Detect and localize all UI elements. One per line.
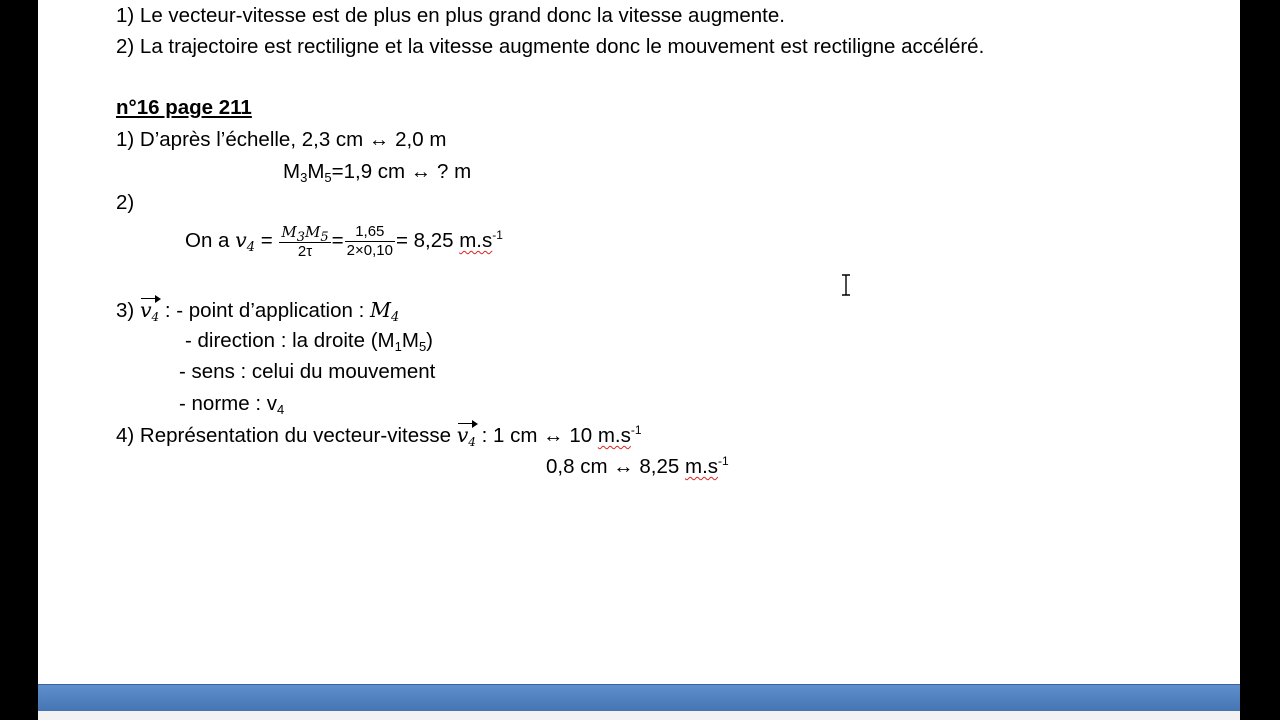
question-4-line-b: 0,8 cm ↔ 8,25 $m.s^{-1}$ bbox=[546, 454, 729, 478]
question-2-formula: On a $v_4$ = $\frac{M_3M_5}{2\tau}$ = $\frac{1,65}{2\times 0,10}$ = 8,25 $m.s^{-1}$ bbox=[185, 222, 503, 260]
question-4-line-a: 4) Représentation du vecteur-vitesse $v_4$ : 1 cm ↔ 10 $m.s^{-1}$ bbox=[116, 423, 642, 449]
answer-line-2: 2) La trajectoire est rectiligne et la vitesse augmente donc le mouvement est rectiligne accéléré. bbox=[116, 35, 985, 58]
fraction-numeric: $\frac{1,65}{2\times 0,10}$ bbox=[346, 223, 393, 260]
question-3-line-a: 3) $v_4$ : - point d’application : $M_4$ bbox=[116, 298, 400, 325]
question-3-line-c: - sens : celui du mouvement bbox=[179, 360, 436, 383]
answer-line-1: 1) Le vecteur-vitesse est de plus en plus grand donc la vitesse augmente. bbox=[116, 4, 785, 27]
taskbar bbox=[38, 684, 1240, 712]
text-cursor-icon bbox=[841, 274, 851, 296]
vector-v4: $v_4$ bbox=[456, 423, 476, 449]
fraction-distance-over-time: $\frac{M_3M_5}{2\tau}$ bbox=[281, 222, 329, 260]
question-3-line-b: - direction : la droite $(M_1M_5)$ bbox=[185, 329, 433, 354]
vector-v4: $v_4$ bbox=[139, 298, 160, 324]
question-1-line-b: $M_3M_5=1,9$ cm ↔ ? m bbox=[283, 160, 472, 185]
question-2-label: 2) bbox=[116, 191, 135, 214]
question-3-line-d: - norme : $v_4$ bbox=[179, 392, 285, 417]
question-1-line-a: 1) D’après l’échelle, 2,3 cm ↔ 2,0 m bbox=[116, 128, 447, 151]
taskbar-bottom-strip bbox=[38, 711, 1240, 720]
exercise-heading: n°16 page 211 bbox=[116, 96, 252, 119]
